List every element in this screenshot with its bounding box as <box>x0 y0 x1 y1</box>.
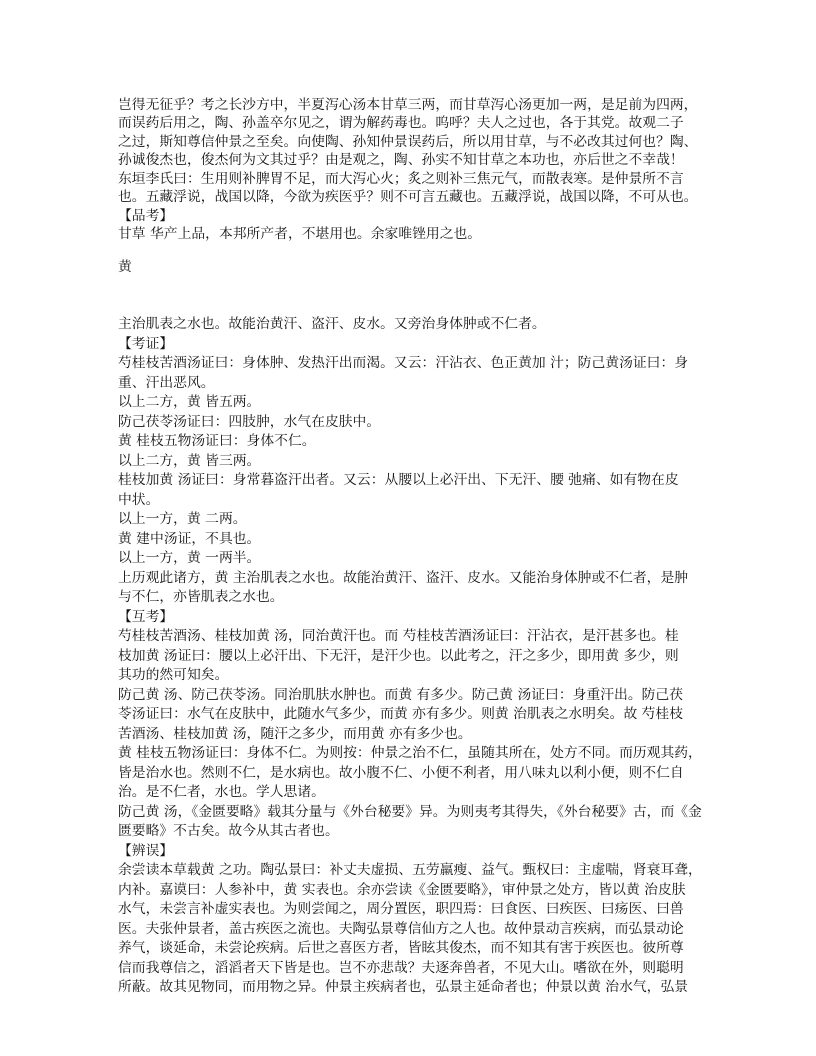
text-line: 内补。嘉谟曰：人参补中，黄 实表也。余亦尝读《金匮要略》，审仲景之处方，皆以黄 治皮肤 <box>118 881 686 898</box>
text-line: 枝加黄 汤证曰：腰以上必汗出、下无汗，是汗少也。以此考之，汗之多少，即用黄 多少，则 <box>118 647 679 664</box>
text-line: 岂得无征乎？考之长沙方中，半夏泻心汤本甘草三两，而甘草泻心汤更加一两，是足前为四两， <box>118 97 698 113</box>
subsection-heading: 【辨误】 <box>118 842 174 859</box>
text-line: 以上二方，黄 皆三两。 <box>118 452 261 469</box>
text-line: 也。五藏浮说，战国以降，今欲为疾医乎？则不可言五藏也。五藏浮说，战国以降，不可从也。 <box>118 189 698 206</box>
text-line: 孙诚俊杰也，俊杰何为文其过乎？由是观之，陶、孙实不知甘草之本功也，亦后世之不幸哉！ <box>118 152 684 169</box>
text-line: 苦酒汤、桂枝加黄 汤，随汗之多少，而用黄 亦有多少也。 <box>118 725 472 742</box>
text-line: 黄 桂枝五物汤证曰：身体不仁。为则按：仲景之治不仁，虽随其所在，处方不同。而历观其药， <box>118 745 702 761</box>
text-line: 水气，未尝言补虚实表也。为则尝闻之，周分置医，职四焉：曰食医、曰疾医、曰疡医、曰兽 <box>118 901 684 917</box>
text-line: 黄 桂枝五物汤证曰：身体不仁。 <box>118 433 316 449</box>
text-block-huang <box>118 315 718 998</box>
text-block-gancao-continued <box>118 96 718 244</box>
text-line: 信而我尊信之，滔滔者天下皆是也。岂不亦悲哉？夫逐奔兽者，不见大山。嗜欲在外，则聪明 <box>118 959 684 976</box>
text-line: 重、汗出恶风。 <box>118 374 215 391</box>
section-heading: 黄 <box>118 259 132 275</box>
text-line: 甘草 华产上品，本邦所产者，不堪用也。余家唯锉用之也。 <box>118 226 482 243</box>
text-line: 其功的然可知矣。 <box>118 667 229 683</box>
subsection-heading: 【品考】 <box>118 207 174 224</box>
text-line: 桂枝加黄 汤证曰：身常暮盗汗出者。又云：从腰以上必汗出、下无汗、腰 弛痛、如有物在皮 <box>118 472 679 488</box>
text-line: 以上二方，黄 皆五两。 <box>118 394 261 410</box>
text-line: 余尝读本草载黄 之功。陶弘景曰：补丈夫虚损、五劳羸瘦、益气。甄权曰：主虚喘，肾衰耳聋， <box>118 862 702 878</box>
text-line: 防己黄 汤，《金匮要略》载其分量与《外台秘要》异。为则夷考其得失，《外台秘要》古，而《金 <box>118 803 702 820</box>
text-line: 而误药后用之，陶、孙盖卒尔见之，谓为解药毒也。呜呼？夫人之过也，各于其党。故观二子 <box>118 115 684 132</box>
text-line: 与不仁，亦皆肌表之水也。 <box>118 589 284 605</box>
text-line: 中状。 <box>118 491 160 508</box>
subsection-heading: 【考证】 <box>118 335 174 352</box>
text-line: 上历观此诸方，黄 主治肌表之水也。故能治黄汗、盗汗、皮水。又能治身体肿或不仁者，是肿 <box>118 569 689 586</box>
text-line: 芍桂枝苦酒汤、桂枝加黄 汤，同治黄汗也。而 芍桂枝苦酒汤证曰：汗沾衣，是汗甚多也。桂 <box>118 628 679 644</box>
text-line: 以上一方，黄 二两。 <box>118 511 247 527</box>
text-line: 芍桂枝苦酒汤证曰：身体肿、发热汗出而渴。又云：汗沾衣、色正黄加 汁；防己黄汤证曰：身 <box>118 355 689 371</box>
text-line: 养气，谈延命，未尝论疾病。后世之喜医方者，皆眩其俊杰，而不知其有害于疾医也。彼所尊 <box>118 940 684 956</box>
text-line: 东垣李氏曰：生用则补脾胃不足，而大泻心火；炙之则补三焦元气，而散表寒。是仲景所不言 <box>118 170 684 187</box>
text-line: 主治肌表之水也。故能治黄汗、盗汗、皮水。又旁治身体肿或不仁者。 <box>118 316 546 332</box>
text-line: 之过，斯知尊信仲景之至矣。向使陶、孙知仲景误药后，所以用甘草，与不必改其过何也？陶、 <box>118 133 698 150</box>
text-line: 以上一方，黄 一两半。 <box>118 550 261 566</box>
text-line: 防己茯苓汤证曰：四肢肿，水气在皮肤中。 <box>118 413 381 430</box>
subsection-heading: 【互考】 <box>118 608 174 625</box>
text-line: 所蔽。故其见物同，而用物之异。仲景主疾病者也，弘景主延命者也；仲景以黄 治水气，弘景 <box>118 979 689 995</box>
text-line: 医。夫张仲景者，盖古疾医之流也。夫陶弘景尊信仙方之人也。故仲景动言疾病，而弘景动论 <box>118 920 684 937</box>
text-line: 防己黄 汤、防己茯苓汤。同治肌肤水肿也。而黄 有多少。防己黄 汤证曰：身重汗出。防己茯 <box>118 686 684 703</box>
text-line: 治。是不仁者，水也。学人思诸。 <box>118 784 325 800</box>
text-line: 黄 建中汤证，不具也。 <box>118 530 261 547</box>
text-line: 苓汤证曰：水气在皮肤中，此随水气多少，而黄 亦有多少。则黄 治肌表之水明矣。故 芍桂枝 <box>118 706 684 722</box>
text-line: 皆是治水也。然则不仁，是水病也。故小腹不仁、小便不利者，用八味丸以利小便，则不仁自 <box>118 764 684 781</box>
text-line: 匮要略》不古矣。故今从其古者也。 <box>118 823 339 839</box>
